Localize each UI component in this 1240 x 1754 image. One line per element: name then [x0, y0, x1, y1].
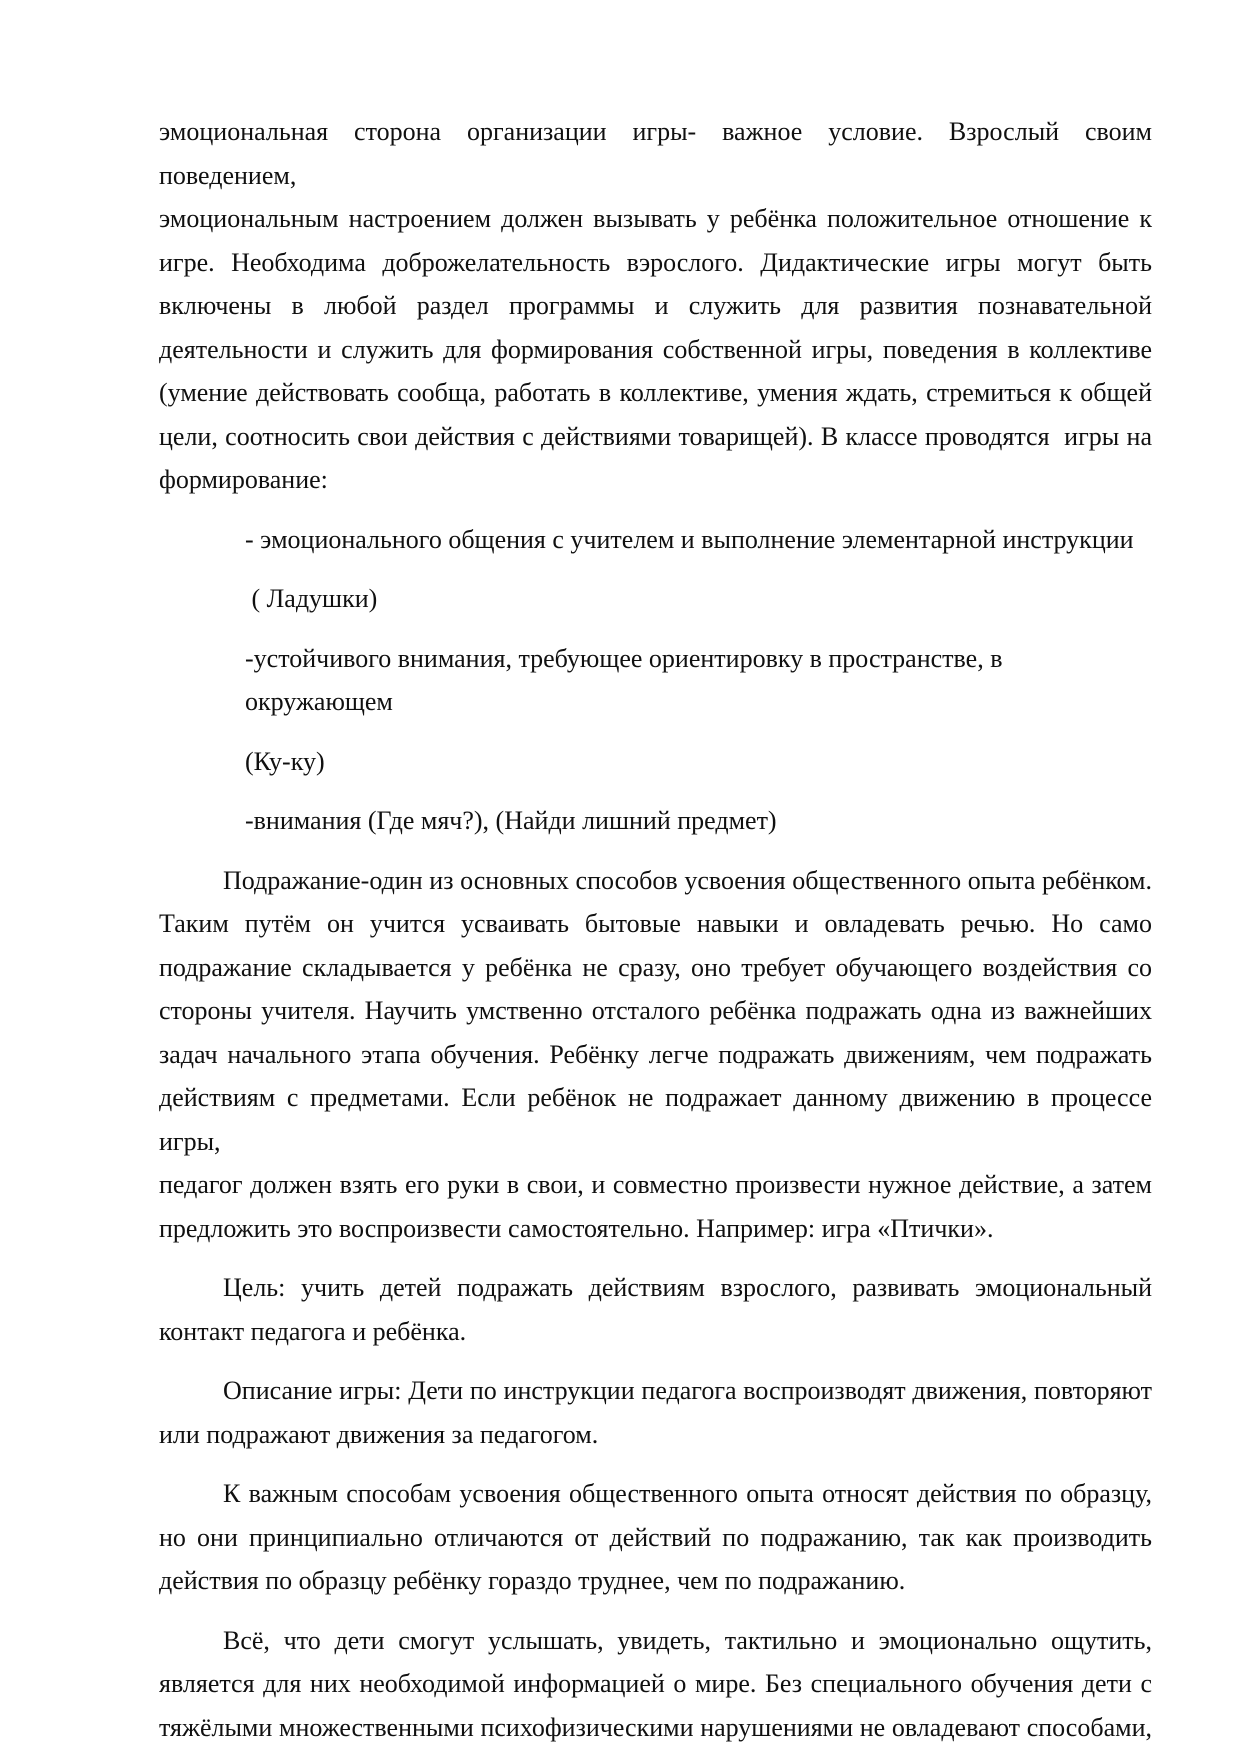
text-line: - эмоционального общения с учителем и выполнение элементарной инструкции: [245, 524, 1134, 554]
text-line: Таким путём он учится усваивать бытовые навыки и овладевать речью. Но само: [159, 909, 1152, 938]
document-text-body: [159, 110, 1159, 1749]
text-line: -устойчивого внимания, требующее ориентировку в пространстве, в окружающем: [245, 643, 1009, 716]
paragraph-2: [159, 518, 1152, 562]
text-line: подражание складывается у ребёнка не сразу, оно требует обучающего воздействия со: [159, 952, 1152, 982]
text-line: деятельности и служить для формирования собственной игры, поведения в коллективе: [159, 334, 1152, 364]
text-line: задач начального этапа обучения. Ребёнку легче подражать движениям, чем подражать: [159, 1039, 1152, 1069]
text-line: стороны учителя. Научить умственно отсталого ребёнка подражать одна из важнейших: [159, 996, 1152, 1025]
paragraph-4: [159, 637, 1152, 724]
paragraph-11: [159, 1619, 1152, 1750]
text-line: К важным способам усвоения общественного опыта относят действия по образцу,: [223, 1479, 1152, 1508]
text-line: Подражание-один из основных способов усвоения общественного опыта ребёнком.: [223, 865, 1152, 895]
text-line: действия по образцу ребёнку гораздо труднее, чем по подражанию.: [159, 1566, 906, 1595]
text-line: педагог должен взять его руки в свои, и совместно произвести нужное действие, а затем: [159, 1170, 1152, 1199]
text-line: предложить это воспроизвести самостоятельно. Например: игра «Птички».: [159, 1213, 994, 1243]
text-line: игре. Необходима доброжелательность вэрослого. Дидактические игры могут быть: [159, 247, 1152, 277]
text-line: Цель: учить детей подражать действиям взрослого, развивать эмоциональный: [223, 1273, 1152, 1302]
text-line: тяжёлыми множественными психофизическими нарушениями не овладевают способами,: [159, 1712, 1152, 1742]
text-line: цели, соотносить свои действия с действиями товарищей). В классе проводятся игры на: [159, 421, 1152, 451]
text-line: (умение действовать сообща, работать в коллективе, умения ждать, стремиться к общей: [159, 378, 1152, 407]
text-line: или подражают движения за педагогом.: [159, 1419, 599, 1449]
text-line: контакт педагога и ребёнка.: [159, 1316, 467, 1346]
text-line: ( Ладушки): [245, 584, 378, 613]
paragraph-3: [159, 577, 1152, 621]
text-line: -внимания (Где мяч?), (Найди лишний предмет): [245, 806, 777, 835]
paragraph-7: [159, 859, 1159, 1251]
paragraph-8: [159, 1266, 1152, 1353]
text-line: Всё, что дети смогут услышать, увидеть, тактильно и эмоционально ощутить,: [223, 1625, 1152, 1655]
text-line: эмоциональная сторона организации игры- важное условие. Взрослый своим поведением,: [159, 117, 1159, 190]
paragraph-9: [159, 1369, 1152, 1456]
text-line: Описание игры: Дети по инструкции педагога воспроизводят движения, повторяют: [223, 1376, 1152, 1405]
paragraph-1: [159, 110, 1159, 502]
text-line: формирование:: [159, 465, 328, 494]
text-line: эмоциональным настроением должен вызывать у ребёнка положительное отношение к: [159, 204, 1152, 233]
text-line: (Ку-ку): [245, 746, 325, 776]
text-line: но они принципиально отличаются от действий по подражанию, так как производить: [159, 1522, 1152, 1552]
paragraph-5: [159, 740, 1152, 784]
text-line: является для них необходимой информацией о мире. Без специального обучения дети с: [159, 1669, 1152, 1698]
text-line: включены в любой раздел программы и служить для развития познавательной: [159, 291, 1152, 320]
text-line: действиям с предметами. Если ребёнок не подражает данному движению в процессе игры,: [159, 1083, 1159, 1156]
paragraph-10: [159, 1472, 1152, 1603]
paragraph-6: [159, 799, 1152, 843]
